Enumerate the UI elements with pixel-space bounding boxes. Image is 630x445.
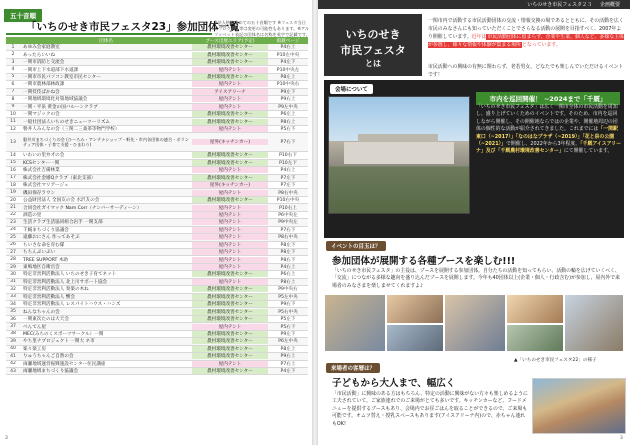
row-page-ref: P10右下 — [279, 153, 297, 159]
row-number: 24 — [10, 227, 16, 233]
table-row — [6, 368, 308, 375]
row-booth-area: アイスアリーナ — [192, 89, 268, 95]
row-page-ref: P8左下 — [280, 242, 296, 248]
row-page-ref: P9左下 — [280, 331, 296, 337]
visitors-tag: 来場者の客層は？ — [326, 363, 380, 373]
table-row — [6, 104, 308, 111]
list-title: 「いちのせき市民フェスタ23」参加団体一覧 — [26, 21, 240, 33]
row-page-ref: P6中央左 — [278, 212, 298, 218]
row-page-ref: P9右下 — [280, 302, 296, 308]
row-organization-name: MEC(みちのくスポーツサークル）一関 — [23, 331, 104, 337]
row-organization-name: 一関伎伎ぱかね会 — [23, 89, 60, 95]
row-page-ref: P7左下 — [280, 183, 296, 189]
row-booth-area: 農村環境改善センター — [192, 309, 268, 315]
row-booth-area: 農村環境改善センター — [192, 175, 268, 181]
row-organization-name: 一般社団法人いちのせきニューツーリズム — [23, 119, 111, 125]
row-number: 27 — [10, 249, 16, 255]
table-row — [6, 331, 308, 338]
row-organization-name: 楽々楽工房 — [23, 346, 46, 352]
title-underline — [6, 33, 212, 35]
table-row — [6, 51, 308, 58]
table-row — [6, 160, 308, 167]
row-booth-area: 屋内テント — [192, 219, 268, 225]
intro-text-c: となっています。 — [521, 42, 561, 48]
row-organization-name: ちいさな命を育む隊 — [23, 242, 65, 248]
sort-order-tag: 五十音順 — [4, 9, 42, 22]
row-organization-name: 磐井人みんなの会（三関二三桑茶等物門学校） — [23, 127, 120, 133]
row-organization-name: やち里ナプロジェクト 一関大 ネ市 — [23, 339, 95, 345]
table-row — [6, 227, 308, 234]
row-organization-name: 公益財団法人 全国友の会 水沢友の会 — [23, 198, 100, 204]
visitors-heading: 子どもから大人まで、幅広く — [332, 378, 456, 389]
event-photo-collage — [324, 294, 624, 354]
row-booth-area: 農村環境改善センター — [192, 160, 268, 166]
table-row — [6, 294, 308, 301]
row-booth-area: 屋内テント — [192, 242, 268, 248]
row-page-ref: P4左下 — [280, 60, 296, 66]
row-number: 15 — [10, 160, 16, 166]
top-bar — [318, 0, 630, 9]
row-number: 22 — [10, 212, 16, 218]
row-number: 42 — [10, 361, 16, 367]
row-page-ref: P9右上 — [280, 354, 296, 360]
event-photo — [506, 294, 564, 324]
row-organization-name: 磐井川まちづくりの会 (ひーろみ・アンテナショップ・軒先・市内各団体の連合・ボランティア団体・子育て支援・ひまわり) — [23, 136, 189, 148]
row-number: 35 — [10, 309, 16, 315]
row-organization-name: いわいの里弁才の会 — [23, 153, 65, 159]
venue-current-locations: 「千厩アイスアリーナ」及び「千厩農村環境改善センター」 — [476, 141, 622, 155]
table-row — [6, 175, 308, 182]
table-row — [6, 271, 308, 278]
top-bar-section: 企画概要 — [599, 2, 620, 8]
row-number: 28 — [10, 257, 16, 263]
row-organization-name: 酒造の里 — [23, 212, 42, 218]
row-booth-area: 農村環境改善センター — [192, 59, 268, 65]
row-organization-name: 磯田保存ラウン — [23, 190, 56, 196]
table-row — [6, 308, 308, 315]
row-booth-area: 屋外(キッチンカー) — [192, 182, 268, 188]
table-row — [6, 204, 308, 211]
table-row — [6, 74, 308, 81]
header-name: 団体名 — [99, 38, 113, 44]
venue-text-a: 「いちのせき市民フェスタ」は広く一関市全体の市民活動を周知し、盛り上げていくためのイベントです。そのため、市内を巡回しながら開催し、その開催地ならではの企業や、開催地周辺の団体の個性的な活動が紹介されてきました。 — [476, 104, 618, 133]
row-number: 40 — [10, 346, 16, 352]
row-organization-name: 特定非営利活動法人 奏楽の木ね — [23, 287, 89, 293]
row-number: 20 — [10, 197, 16, 203]
row-booth-area: 農村環境改善センター — [192, 74, 268, 80]
row-booth-area: 屋内テント — [192, 324, 268, 330]
row-booth-area: 農村環境改善センター — [192, 331, 268, 337]
row-page-ref: P7右下 — [280, 140, 296, 146]
row-number: 7 — [11, 89, 15, 95]
event-photo — [386, 294, 444, 324]
event-photo — [386, 324, 444, 352]
row-organization-name: 合同会社ガイマック Nam Corr（ナンバーサーディーン） — [23, 205, 142, 211]
row-number: 9 — [11, 104, 15, 110]
row-number: 3 — [11, 59, 15, 65]
table-row — [6, 219, 308, 226]
row-organization-name: 特定非営利活動法人 レスパイトハウス・ハンズ — [23, 302, 121, 308]
venue-heading: 市内を巡回開催！ ~2024まで「千厩」 — [476, 92, 620, 105]
row-booth-area: 屋内テント — [192, 234, 268, 240]
row-booth-area: 屋内テント — [192, 212, 268, 218]
table-row — [6, 256, 308, 263]
row-booth-area: 屋外(キッチンカー) — [192, 139, 268, 145]
row-booth-area: 農村環境改善センター — [192, 119, 268, 125]
row-number: 11 — [10, 119, 16, 125]
row-organization-name: 株式会社マリアージュ — [23, 183, 69, 189]
row-page-ref: P8左下 — [280, 250, 296, 256]
row-number: 39 — [10, 338, 16, 344]
festival-heading-box — [324, 14, 422, 76]
venue-text-c: で開催し、2022年から3年程度、 — [505, 141, 581, 148]
venue-building — [344, 142, 454, 164]
row-organization-name: 千厩まちづくり協議会 — [23, 227, 69, 233]
row-number: 21 — [10, 205, 16, 211]
row-page-ref: P9右上 — [280, 97, 296, 103]
row-page-ref: P9中央右 — [278, 287, 298, 293]
row-page-ref: P10左中央 — [276, 52, 300, 58]
table-row — [6, 338, 308, 345]
row-booth-area: 農村環境改善センター — [192, 271, 268, 277]
festival-heading-line2: 市民フェスタ — [340, 44, 406, 57]
left-page — [0, 0, 312, 445]
row-number: 1 — [11, 44, 15, 50]
row-number: 13 — [10, 139, 16, 145]
row-number: 38 — [10, 331, 16, 337]
row-booth-area: 農村環境改善センター — [192, 294, 268, 300]
row-booth-area: 屋内テント — [192, 96, 268, 102]
row-booth-area: 屋内テント — [192, 205, 268, 211]
row-page-ref: P8右中央 — [278, 190, 298, 196]
row-page-ref: P8右上 — [280, 119, 296, 125]
row-number: 4 — [11, 67, 15, 73]
row-booth-area: 農村環境改善センター — [192, 197, 268, 203]
row-booth-area: 農村環境改善センター — [192, 111, 268, 117]
row-page-ref: P8左上 — [280, 74, 296, 80]
table-row — [6, 182, 308, 189]
row-number: 29 — [10, 264, 16, 270]
intro-text-b: 近年は — [471, 34, 487, 40]
row-page-ref: P8右中央 — [278, 235, 298, 241]
right-page — [318, 0, 630, 445]
event-photo — [506, 324, 564, 352]
row-number: 8 — [11, 96, 15, 102]
row-page-ref: P7右下 — [280, 227, 296, 233]
event-text: 「いちのせき市民フェスタ」の主役は、ブースを展開する参加団体。自分たちの活動を知ってもらい、活動の輪を広げていくべく、「交流」につながる多様な趣向を盛り込んだブースを展開します。今年も40団体以上(企業・個人・行政含む)が参加し、屋内外で来場者のみなさまを楽しませてくれますよ♪ — [332, 268, 620, 289]
row-organization-name: あったらいいね — [23, 52, 56, 58]
row-page-ref: P5左下 — [280, 317, 296, 323]
row-number: 14 — [10, 152, 16, 158]
row-booth-area: 農村環境改善センター — [192, 368, 268, 374]
venue-text-d: にて開催しています。 — [563, 148, 613, 155]
intro-highlight: 市民活動団体に留まらず、企業や生業、個人など、多様な主体が参画し、様々な情報や体験が集まる場所 — [428, 34, 624, 48]
row-page-ref: P5右中央 — [278, 309, 298, 315]
event-tag: イベントの目玉は？ — [326, 241, 386, 251]
event-photo — [324, 294, 386, 352]
row-page-ref: P4右上 — [280, 168, 296, 174]
row-booth-area: 屋内テント — [192, 190, 268, 196]
row-page-ref: P10左下 — [279, 160, 297, 166]
table-header — [6, 37, 308, 44]
table-row — [6, 152, 308, 159]
row-booth-area: 農村環境改善センター — [192, 44, 268, 50]
row-page-ref: P7右上 — [280, 361, 296, 367]
row-number: 41 — [10, 353, 16, 359]
list-note: ※法人格を含めての五十音順です ※フェスタ当日のプログラム等は変更の可能性もあります。※アルファベット表記の団体名は名称を英字で記載です。 — [214, 20, 310, 37]
row-page-ref: P5左中央 — [278, 294, 298, 300]
table-row — [6, 346, 308, 353]
row-page-ref: P5右下 — [280, 127, 296, 133]
row-organization-name: ねんなちゃんの会 — [23, 309, 60, 315]
table-row — [6, 234, 308, 241]
table-row — [6, 212, 308, 219]
table-row — [6, 242, 308, 249]
row-organization-name: TREE SUPPORT 木助 — [23, 257, 69, 263]
row-page-ref: P4左下 — [280, 369, 296, 375]
row-number: 36 — [10, 316, 16, 322]
row-number: 30 — [10, 271, 16, 277]
table-row — [6, 133, 308, 152]
table-row — [6, 249, 308, 256]
table-row — [6, 316, 308, 323]
visitors-photo — [532, 378, 626, 434]
table-row — [6, 111, 308, 118]
row-page-ref: P8左上 — [280, 346, 296, 352]
row-number: 6 — [11, 81, 15, 87]
row-organization-name: ちちんぷいぷい — [23, 250, 56, 256]
row-number: 37 — [10, 324, 16, 330]
top-bar-title: いちのせき市民フェスタ２３ — [527, 2, 592, 8]
table-row — [6, 301, 308, 308]
row-page-ref: P10中央左 — [276, 67, 300, 73]
row-number: 18 — [10, 182, 16, 188]
event-photo — [444, 294, 506, 352]
page-number-left: 3 — [5, 436, 8, 441]
row-page-ref: P8右上 — [280, 279, 296, 285]
row-number: 34 — [10, 301, 16, 307]
row-organization-name: 一関地域環境化対策地域協議会 — [23, 97, 88, 103]
table-row — [6, 167, 308, 174]
row-booth-area: 屋内テント — [192, 257, 268, 263]
row-number: 32 — [10, 286, 16, 292]
row-booth-area: 農村環境改善センター — [192, 346, 268, 352]
table-row — [6, 323, 308, 330]
table-row — [6, 81, 308, 88]
row-page-ref: P4右上 — [280, 265, 296, 271]
row-booth-area: 農村環境改善センター — [192, 286, 268, 292]
intro-text — [428, 17, 624, 49]
venue-tab: 会場について — [330, 84, 373, 94]
row-organization-name: 一関・平泉 黄金の国バルーンクラブ — [23, 104, 98, 110]
festival-heading-line1: いちのせき — [345, 28, 401, 41]
row-organization-name: KCSセンター一関 — [23, 160, 60, 166]
row-organization-name: べんてん屋 — [23, 324, 46, 330]
row-number: 23 — [10, 219, 16, 225]
row-booth-area: 屋内テント — [192, 81, 268, 87]
row-organization-name: 一関マジックの会 — [23, 112, 60, 118]
row-booth-area: 屋内テント — [192, 167, 268, 173]
row-booth-area: 農村環境改善センター — [192, 338, 268, 344]
row-number: 17 — [10, 175, 16, 181]
table-row — [6, 89, 308, 96]
row-booth-area: 農村環境改善センター — [192, 301, 268, 307]
row-number: 33 — [10, 294, 16, 300]
row-organization-name: 一関市農林部林政課 — [23, 82, 65, 88]
row-organization-name: 遠藤おにさん 作ってあそぶ — [23, 235, 80, 241]
table-row — [6, 197, 308, 204]
row-booth-area: 農村環境改善センター — [192, 52, 268, 58]
row-booth-area: 農村環境改善センター — [192, 152, 268, 158]
table-row — [6, 96, 308, 103]
row-page-ref: P10右上 — [279, 205, 297, 211]
table-row — [6, 189, 308, 196]
row-organization-name: 両瀬地域まちづくり協議会 — [23, 369, 79, 375]
row-page-ref: P9左下 — [280, 89, 296, 95]
row-organization-name: 一関市消防と交流会 — [23, 60, 65, 66]
row-number: 16 — [10, 167, 16, 173]
row-organization-name: 東鳴地区自衛官会 — [23, 265, 60, 271]
row-number: 2 — [11, 52, 15, 58]
row-organization-name: 特定非営利活動法人 北上川サポート協会 — [23, 279, 108, 285]
table-row — [6, 279, 308, 286]
intro-text-2: 市民活動への興味の有無に関わらず、老若男女、どなたでも楽しんでいただけるイベントです！ — [428, 64, 624, 78]
row-page-ref: P7左下 — [280, 175, 296, 181]
row-number: 43 — [10, 368, 16, 374]
row-number: 12 — [10, 126, 16, 132]
row-booth-area: 屋内テント — [192, 264, 268, 270]
row-organization-name: あゆみ会家庭教室 — [23, 45, 60, 51]
row-organization-name: 一関市市民パソコン教室市民センター — [23, 74, 101, 80]
row-number: 26 — [10, 242, 16, 248]
table-row — [6, 361, 308, 368]
row-number: 5 — [11, 74, 15, 80]
row-page-ref: P10中央右 — [276, 82, 300, 88]
visitors-text: 「市民活動」に興味のある方はもちろん、特定の活動に興味がない方々も楽しめるように工夫されていて、ご家族連れでのご来場がとても多いです。キッチンカーなど、フードメニューを提供するブースもあり、会場内でお昼ごはんを取ることができるので、ご来場も可能です。オムツ替え・授乳スペースもあります(アイスアリーナ内)ので、赤ちゃん連れもOK! — [332, 391, 528, 427]
row-booth-area: 屋内テント — [192, 67, 268, 73]
event-heading: 参加団体が展開する各種ブースを楽しむ!!! — [332, 256, 516, 267]
row-organization-name: 株式会社吉備林業 — [23, 168, 60, 174]
row-organization-name: 株式会社金婚Qクラブ（東北支部） — [23, 175, 96, 181]
row-organization-name: りゅうちゃんご自然の会 — [23, 354, 74, 360]
row-booth-area: 屋内テント — [192, 249, 268, 255]
row-number: 10 — [10, 111, 16, 117]
header-page: 掲載ページ — [276, 38, 300, 44]
organization-table — [6, 44, 308, 375]
row-booth-area: 屋内テント — [192, 227, 268, 233]
collage-caption: ▲「いちのせき市民フェスタ22」の様子 — [514, 358, 597, 363]
row-organization-name: 両瀬地域運営振興施設センター住民講座 — [23, 361, 106, 367]
row-page-ref: P10右中央 — [276, 198, 300, 204]
venue-text-b: これまでには — [568, 126, 599, 133]
intro-text-a: 一関市内で活動する市民活動団体の交流・情報交換の場であるとともに、その活動を広く市民のみなさんにも知っていただくことでさらなる活動の展開を目指すべく、2007年より開催しています。 — [428, 18, 624, 40]
row-booth-area: 農村環境改善センター — [192, 353, 268, 359]
row-page-ref: P6右上 — [280, 272, 296, 278]
table-row — [6, 118, 308, 125]
row-organization-name: 一関東次たのは大天会 — [23, 317, 69, 323]
row-page-ref: P6左中央 — [278, 339, 298, 345]
row-number: 25 — [10, 234, 16, 240]
table-row — [6, 353, 308, 360]
table-row — [6, 59, 308, 66]
row-booth-area: 農村環境改善センター — [192, 316, 268, 322]
venue-text — [476, 104, 622, 156]
venue-past-locations: 「一関駅東口（~2017）」「なのはなプラザ（~2019）」「花と泉の公園（~2021）」 — [476, 126, 618, 148]
row-page-ref: P9中央左 — [278, 220, 298, 226]
row-booth-area: 屋内テント — [192, 279, 268, 285]
row-organization-name: 生活クラブ生活協同組合岩手 一関支部 — [23, 220, 103, 226]
festival-heading-line3: とは — [365, 59, 381, 68]
event-photo — [564, 294, 624, 352]
row-number: 19 — [10, 190, 16, 196]
row-booth-area: 屋内テント — [192, 361, 268, 367]
table-row — [6, 264, 308, 271]
row-organization-name: 特定非営利活動法人 響会 — [23, 294, 75, 300]
row-organization-name: 特定非営利活動法人 いちのせき子育てネット — [23, 272, 117, 278]
row-organization-name: 一関市上下水道部下水道課 — [23, 67, 79, 73]
row-booth-area: 屋内テント — [192, 126, 268, 132]
row-page-ref: P8右下 — [280, 257, 296, 263]
page-number-right: 3 — [620, 436, 623, 441]
table-row — [6, 44, 308, 51]
table-row — [6, 66, 308, 73]
row-page-ref: P6左上 — [280, 112, 296, 118]
table-row — [6, 286, 308, 293]
row-number: 31 — [10, 279, 16, 285]
row-page-ref: P4右上 — [280, 45, 296, 51]
table-row — [6, 126, 308, 133]
row-page-ref: P9左中央 — [278, 104, 298, 110]
row-booth-area: 屋内テント — [192, 104, 268, 110]
header-place: ブース出展エリア(予定) — [205, 38, 255, 44]
row-page-ref: P5右下 — [280, 324, 296, 330]
